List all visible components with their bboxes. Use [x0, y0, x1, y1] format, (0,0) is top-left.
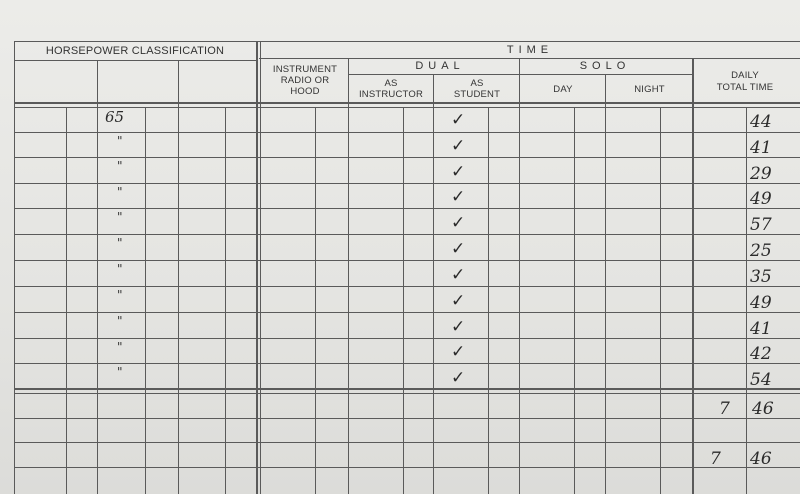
total-rule-2: [14, 393, 800, 394]
row-rule: [14, 234, 800, 235]
student-checkmark: ✓: [451, 110, 466, 130]
student-checkmark: ✓: [451, 317, 466, 337]
row-rule: [14, 157, 800, 158]
dual-header: DUAL: [415, 60, 465, 72]
night-header: NIGHT: [634, 84, 665, 95]
row-rule: [14, 442, 800, 443]
row-rule: [14, 418, 800, 419]
row-rule: [14, 132, 800, 133]
col-rule: [519, 58, 520, 494]
as-instructor-header-line2: INSTRUCTOR: [358, 89, 424, 100]
col-rule: [660, 107, 661, 494]
daily-total-entry: 54: [750, 370, 772, 390]
daily-total-entry: 49: [750, 293, 772, 313]
hp-entry: 65: [105, 108, 125, 126]
student-checkmark: ✓: [451, 368, 466, 388]
row-rule: [14, 363, 800, 364]
col-rule: [14, 41, 15, 494]
hp-ditto: ": [117, 210, 123, 224]
col-rule: [433, 74, 434, 494]
horsepower-header: HORSEPOWER CLASSIFICATION: [45, 45, 225, 57]
student-checkmark: ✓: [451, 162, 466, 182]
instrument-header-line1: INSTRUMENT: [272, 64, 338, 75]
student-checkmark: ✓: [451, 136, 466, 156]
as-instructor-header-line1: AS: [384, 78, 398, 89]
col-rule: [605, 74, 606, 494]
col-rule: [145, 107, 146, 494]
col-rule: [225, 107, 226, 494]
top-rule: [14, 41, 800, 42]
hp-ditto: ": [117, 185, 123, 199]
header-bottom-rule-2: [14, 107, 800, 108]
hp-ditto: ": [117, 288, 123, 302]
page-total-minutes: 46: [752, 399, 774, 419]
daily-total-entry: 42: [750, 344, 772, 364]
as-student-header-line2: STUDENT: [453, 89, 501, 100]
daily-total-header-line1: DAILY: [731, 70, 759, 81]
student-checkmark: ✓: [451, 342, 466, 362]
col-rule: [178, 60, 179, 494]
hp-time-divider: [256, 41, 258, 494]
hp-ditto: ": [117, 159, 123, 173]
student-checkmark: ✓: [451, 213, 466, 233]
row-rule: [14, 260, 800, 261]
student-checkmark: ✓: [451, 239, 466, 259]
daily-total-entry: 29: [750, 164, 772, 184]
grand-total-hours: 7: [710, 449, 721, 469]
col-rule: [403, 107, 404, 494]
col-rule: [488, 107, 489, 494]
time-header: TIME: [506, 44, 554, 56]
header-bottom-rule: [14, 102, 800, 104]
student-checkmark: ✓: [451, 265, 466, 285]
col-rule: [97, 60, 98, 494]
time-rule: [259, 58, 800, 59]
hp-ditto: ": [117, 365, 123, 379]
row-rule: [14, 286, 800, 287]
hp-ditto: ": [117, 236, 123, 250]
hp-ditto: ": [117, 340, 123, 354]
col-rule: [66, 107, 67, 494]
col-rule: [746, 107, 747, 494]
total-rule: [14, 388, 800, 390]
col-rule: [315, 107, 316, 494]
row-rule: [14, 338, 800, 339]
instrument-header-line2: RADIO OR: [280, 75, 330, 86]
hp-time-divider-2: [260, 41, 261, 494]
hp-ditto: ": [117, 134, 123, 148]
row-rule: [14, 467, 800, 468]
row-rule: [14, 208, 800, 209]
col-rule: [348, 58, 349, 494]
as-student-header-line1: AS: [470, 78, 484, 89]
total-divider: [692, 58, 694, 494]
daily-total-entry: 57: [750, 215, 772, 235]
row-rule: [14, 312, 800, 313]
daily-total-header-line2: TOTAL TIME: [716, 82, 774, 93]
hp-ditto: ": [117, 314, 123, 328]
daily-total-entry: 41: [750, 138, 772, 158]
grand-total-minutes: 46: [750, 449, 772, 469]
daily-total-entry: 25: [750, 241, 772, 261]
page-total-hours: 7: [719, 399, 730, 419]
hp-ditto: ": [117, 262, 123, 276]
day-header: DAY: [553, 84, 573, 95]
daily-total-entry: 41: [750, 319, 772, 339]
daily-total-entry: 44: [750, 112, 772, 132]
row-rule: [14, 183, 800, 184]
dual-solo-rule: [348, 74, 693, 75]
daily-total-entry: 49: [750, 189, 772, 209]
student-checkmark: ✓: [451, 187, 466, 207]
hp-sub-rule: [14, 60, 258, 61]
col-rule: [574, 107, 575, 494]
daily-total-entry: 35: [750, 267, 772, 287]
solo-header: SOLO: [579, 60, 631, 72]
student-checkmark: ✓: [451, 291, 466, 311]
instrument-header-line3: HOOD: [290, 86, 320, 97]
